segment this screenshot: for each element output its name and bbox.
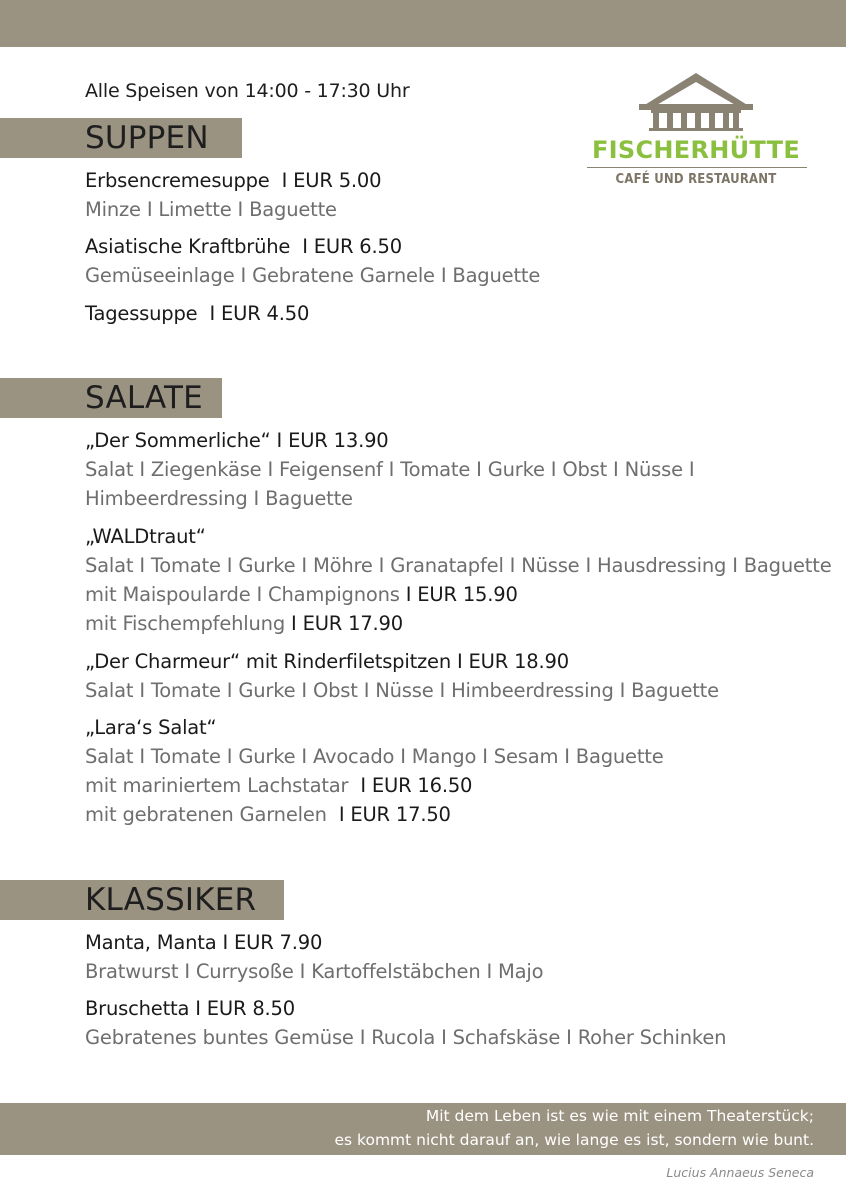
menu-item-description: Salat I Tomate I Gurke I Avocado I Mango I Sesam I Baguette bbox=[85, 745, 664, 768]
menu-item-description: Salat I Tomate I Gurke I Möhre I Granatapfel I Nüsse I Hausdressing I Baguette bbox=[85, 554, 832, 577]
menu-item-option: mit Fischempfehlung I EUR 17.90 bbox=[85, 612, 403, 635]
logo-name: FISCHERHÜTTE bbox=[591, 136, 801, 164]
menu-item-waldtraut: „WALDtraut“ bbox=[85, 525, 206, 548]
menu-item-option: mit mariniertem Lachstatar I EUR 16.50 bbox=[85, 774, 473, 797]
menu-item-description: Gebratenes buntes Gemüse I Rucola I Schafskäse I Roher Schinken bbox=[85, 1026, 727, 1049]
section-title-klassiker: KLASSIKER bbox=[85, 882, 257, 918]
menu-item-charmeur: „Der Charmeur“ mit Rinderfiletspitzen I EUR 18.90 bbox=[85, 650, 569, 673]
quote-line: es kommt nicht darauf an, wie lange es ist, sondern wie bunt. bbox=[334, 1131, 814, 1149]
menu-item-description: Salat I Tomate I Gurke I Obst I Nüsse I Himbeerdressing I Baguette bbox=[85, 679, 719, 702]
top-banner bbox=[0, 0, 846, 47]
menu-item-description: Bratwurst I Currysoße I Kartoffelstäbchen I Majo bbox=[85, 960, 544, 983]
section-title-salate: SALATE bbox=[85, 380, 203, 416]
menu-item-description: Salat I Ziegenkäse I Feigensenf I Tomate I Gurke I Obst I Nüsse I bbox=[85, 458, 695, 481]
menu-item-kraftbruehe: Asiatische Kraftbrühe I EUR 6.50 bbox=[85, 235, 402, 258]
menu-item-option: mit gebratenen Garnelen I EUR 17.50 bbox=[85, 803, 451, 826]
quote-author: Lucius Annaeus Seneca bbox=[666, 1165, 814, 1180]
logo-divider bbox=[587, 167, 807, 168]
menu-item-tagessuppe: Tagessuppe I EUR 4.50 bbox=[85, 302, 310, 325]
menu-item-bruschetta: Bruschetta I EUR 8.50 bbox=[85, 997, 295, 1020]
menu-item-sommerliche: „Der Sommerliche“ I EUR 13.90 bbox=[85, 429, 389, 452]
opening-hours: Alle Speisen von 14:00 - 17:30 Uhr bbox=[85, 80, 410, 102]
menu-item-description: Minze I Limette I Baguette bbox=[85, 198, 337, 221]
restaurant-logo bbox=[585, 70, 807, 190]
logo-subtitle: CAFÉ UND RESTAURANT bbox=[615, 172, 777, 187]
menu-item-laras-salat: „Lara‘s Salat“ bbox=[85, 716, 217, 739]
section-title-suppen: SUPPEN bbox=[85, 120, 209, 156]
menu-item-description: Gemüseeinlage I Gebratene Garnele I Baguette bbox=[85, 264, 541, 287]
menu-item-manta: Manta, Manta I EUR 7.90 bbox=[85, 931, 323, 954]
menu-item-option: mit Maispoularde I Champignons I EUR 15.90 bbox=[85, 583, 518, 606]
menu-item-description: Himbeerdressing I Baguette bbox=[85, 487, 353, 510]
quote-line: Mit dem Leben ist es wie mit einem Theaterstück; bbox=[425, 1107, 814, 1125]
quote-text bbox=[335, 1104, 815, 1152]
menu-item-erbsencremesuppe: Erbsencremesuppe I EUR 5.00 bbox=[85, 169, 382, 192]
hut-roof-icon bbox=[637, 70, 755, 132]
